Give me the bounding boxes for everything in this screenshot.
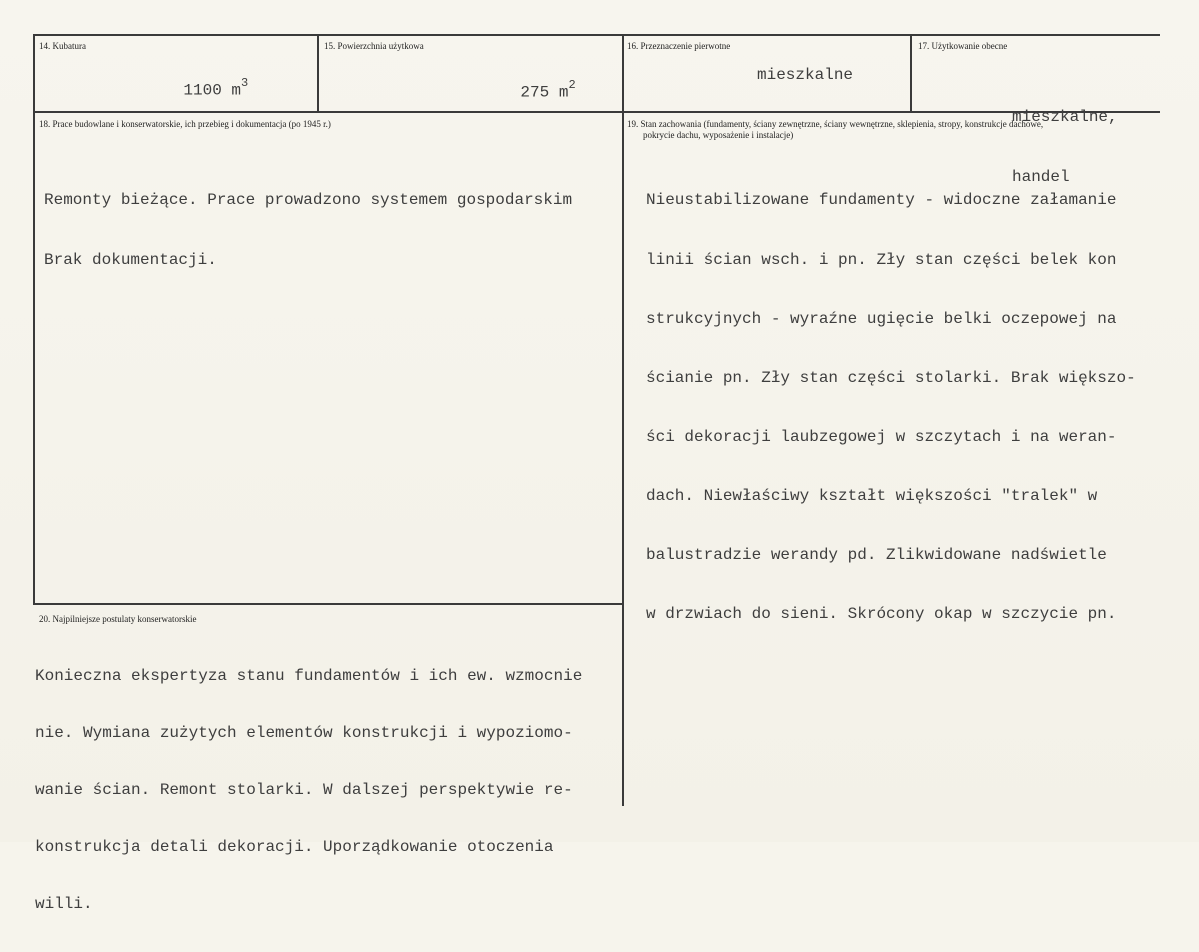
field18-line: Remonty bieżące. Prace prowadzono systemem gospodarskim [44,191,573,209]
field19-line: ścianie pn. Zły stan części stolarki. Brak większo- [646,368,1136,387]
field19-label-line: pokrycie dachu, wyposażenie i instalacje) [643,130,794,140]
field19-line: w drzwiach do sieni. Skrócony okap w szczycie pn. [646,605,1117,624]
field19-line: strukcyjnych - wyraźne ugięcie belki oczepowej na [646,309,1117,328]
field15-unit: m [558,83,569,102]
field19-line: balustradzie werandy pd. Zlikwidowane nadświetle [646,546,1107,565]
field17-line: mieszkalne, [1012,108,1118,126]
field19-line: ści dekoracji laubzegowej w szczytach i na weran- [646,427,1117,446]
field14-label: 14. Kubatura [39,41,86,51]
divider-16-17 [910,34,912,112]
field14-number: 1100 [183,81,222,100]
field15-number: 275 [520,83,550,102]
field18-text [44,150,572,310]
field15-label: 15. Powierzchnia użytkowa [324,41,424,51]
field18-line: Brak dokumentacji. [44,251,217,269]
field17-line: handel [1012,168,1070,186]
field14-exponent: 3 [241,76,249,90]
field15-exponent: 2 [568,78,576,92]
field20-line: nie. Wymiana zużytych elementów konstrukcji i wypoziomo- [35,724,573,742]
field20-line: wanie ścian. Remont stolarki. W dalszej perspektywie re- [35,781,573,799]
field18-label: 18. Prace budowlane i konserwatorskie, ich przebieg i dokumentacja (po 1945 r.) [39,119,331,129]
field20-text [35,629,582,952]
left-border-line [33,34,35,604]
center-divider [622,34,624,806]
top-border-line [33,34,1160,36]
field19-line: Nieustabilizowane fundamenty - widoczne załamanie [646,191,1117,210]
field20-line: konstrukcja detali dekoracji. Uporządkowanie otoczenia [35,838,554,856]
field20-line: willi. [35,895,93,913]
field15-value [482,62,576,119]
field14-unit: m [231,81,242,100]
field20-label: 20. Najpilniejsze postulaty konserwatorskie [39,614,197,624]
field19-text [646,152,1136,664]
field16-value: mieszkalne [757,66,854,84]
field20-top-line [33,603,623,605]
field16-label: 16. Przeznaczenie pierwotne [627,41,731,51]
field17-label: 17. Użytkowanie obecne [918,41,1008,51]
divider-14-15 [317,34,319,112]
field20-line: Konieczna ekspertyza stanu fundamentów i ich ew. wzmocnie [35,667,583,685]
field19-label-line: 19. Stan zachowania (fundamenty, ściany zewnętrzne, ściany wewnętrzne, sklepienia, stropy, konstrukcje dachowe, [627,119,1044,129]
field19-line: linii ścian wsch. i pn. Zły stan części belek kon [646,250,1117,269]
field14-value [145,60,248,117]
field19-label [627,119,1043,141]
field19-line: dach. Niewłaściwy kształt większości "tralek" w [646,486,1098,505]
